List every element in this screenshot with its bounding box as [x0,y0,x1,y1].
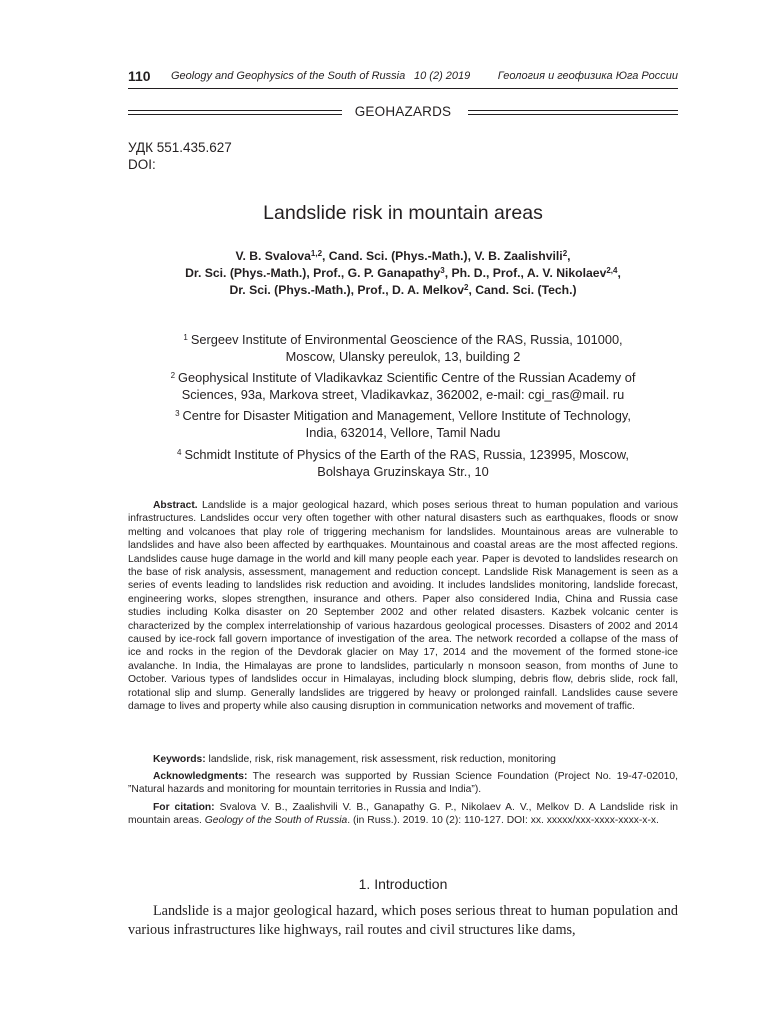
author-degree: , Cand. Sci. (Tech.) [468,283,577,297]
keywords-text: landslide, risk, risk management, risk assessment, risk reduction, monitoring [208,754,556,765]
section-label: GEOHAZARDS [354,104,452,119]
author-name: D. A. Melkov [391,283,464,297]
citation [128,801,678,828]
affiliation-line: Sergeev Institute of Environmental Geoscience of the RAS, Russia, 101000, [190,332,623,347]
affiliation [148,369,658,403]
author-degree: , Ph. D., Prof., [444,266,527,280]
author-name: A. V. Nikolaev [526,266,607,280]
author-degree: , [567,249,571,263]
journal-title-en: Geology and Geophysics of the South of Russia [171,70,406,82]
author-list [128,248,678,299]
author-affil-mark: 2 [562,249,568,258]
acknowledgments [128,770,678,797]
issue-label: 10 (2) 2019 [414,70,471,82]
section-band [128,104,678,122]
acknowledgments-text: The research was supported by Russian Science Foundation (Project No. 19-47-02010, ”Natural hazards and monitoring for mountain territories in Russia and India”). [128,771,678,796]
page-number: 110 [128,68,151,84]
keywords-label: Keywords: [153,754,206,765]
affiliation-number: 4 [176,448,182,457]
keywords [128,753,678,766]
author-name: G. P. Ganapathy [347,266,441,280]
affiliation-line: India, 632014, Vellore, Tamil Nadu [305,425,501,440]
affiliation-line: Geophysical Institute of Vladikavkaz Scientific Centre of the Russian Academy of [178,370,636,385]
author-name: V. B. Svalova [235,249,311,263]
abstract-text: Landslide is a major geological hazard, which poses serious threat to human population and various infrastructures. Landslides occur very often together with other natural disasters such as earthquakes, floods or snow melting and volcanoes that play role of triggering mechanism for landslides. Mountainous areas are vulnerable to landslides and have also been affected by earthquakes. Mountainous and coastal areas are the most affected regions. Landslides cause huge damage in the world and kill many people each year. Paper is devoted to landslides research on the base of risk analysis, assessment, management and reduction concept. Landslide Risk Management is seen as a series of events leading to landslides risk reduction and avoiding. It includes landslides monitoring, landslide forecast, engineering works, slopes strengthen, insurance and others. Paper also considered India, China and Russia case studies including Kolka disaster on 20 September 2002 and other related disasters. Kazbek volcanic center is characterized by the complex interrelationship of various hazardous geological processes. Disasters of 2002 and 2014 caused by ice-rock fall govern importance of investigation of the area. The network recorded a collapse of the mass of ice and rocks in the region of the Devdorak glacier on May 17, 2014 and the movement of the formed stone-ice avalanche. In India, the Himalayas are prone to landslides, particularly n monsoon season, from months of June to October. Various types of landslides occur in Himalayas, including block slumping, debris flow, debris slide, rock fall, rotational slip and slump. Generally landslides are triggered by heavy or prolonged rainfall. Landslides cause severe damage to lives and property while also causing disruption in communication networks and movement of traffic. [128,500,678,713]
affiliation-line: Bolshaya Gruzinskaya Str., 10 [317,464,489,479]
author-degree: Dr. Sci. (Phys.-Math.), Prof., [229,283,392,297]
header-rule [128,88,678,89]
affiliation [148,407,658,441]
author-degree: Dr. Sci. (Phys.-Math.), Prof., [185,266,348,280]
section-heading-introduction: 1. Introduction [358,876,448,892]
abstract-label: Abstract. [153,500,198,511]
affiliation-line: Centre for Disaster Mitigation and Management, Vellore Institute of Technology, [182,408,631,423]
affiliation-number: 3 [175,409,180,418]
citation-label: For citation: [153,802,215,813]
affiliation [148,446,658,480]
author-degree: , Cand. Sci. (Phys.-Math.), [322,249,475,263]
citation-journal: Geology of the South of Russia [204,815,348,827]
affiliation-line: Schmidt Institute of Physics of the Earth of the RAS, Russia, 123995, Moscow, [184,447,629,462]
udk-code: УДК 551.435.627 [128,140,232,155]
introduction-paragraph: Landslide is a major geological hazard, which poses serious threat to human population and various infrastructures like highways, rail routes and civil structures like dams, [128,903,678,938]
affiliation-line: Sciences, 93a, Markova street, Vladikavkaz, 362002, e-mail: cgi_ras@mail. ru [181,387,625,402]
article-title: Landslide risk in mountain areas [263,202,543,224]
author-affil-mark: 1,2 [310,249,323,258]
citation-text: Svalova V. B., Zaalishvili V. B., Ganapathy G. P., Nikolaev A. V., Melkov D. A Landslide risk in mountain areas. [128,802,678,827]
author-degree: , [617,266,621,280]
author-affil-mark: 2 [463,283,469,292]
affiliation-number: 1 [183,333,188,342]
running-head [128,68,680,88]
abstract [128,499,678,714]
affiliation [148,331,658,365]
affiliation-line: Moscow, Ulansky pereulok, 13, building 2 [285,349,521,364]
author-name: V. B. Zaalishvili [474,249,563,263]
doi-label: DOI: [128,157,156,172]
acknowledgments-label: Acknowledgments: [153,771,248,782]
author-affil-mark: 2,4 [606,266,618,275]
citation-text-end: . (in Russ.). 2019. 10 (2): 110-127. DOI: xx. xxxxx/xxx-xxxx-xxxx-x-x. [347,815,659,827]
author-affil-mark: 3 [440,266,445,275]
affiliation-number: 2 [170,371,176,380]
journal-title-ru: Геология и геофизика Юга России [497,70,678,82]
section-rule-right [468,110,678,115]
